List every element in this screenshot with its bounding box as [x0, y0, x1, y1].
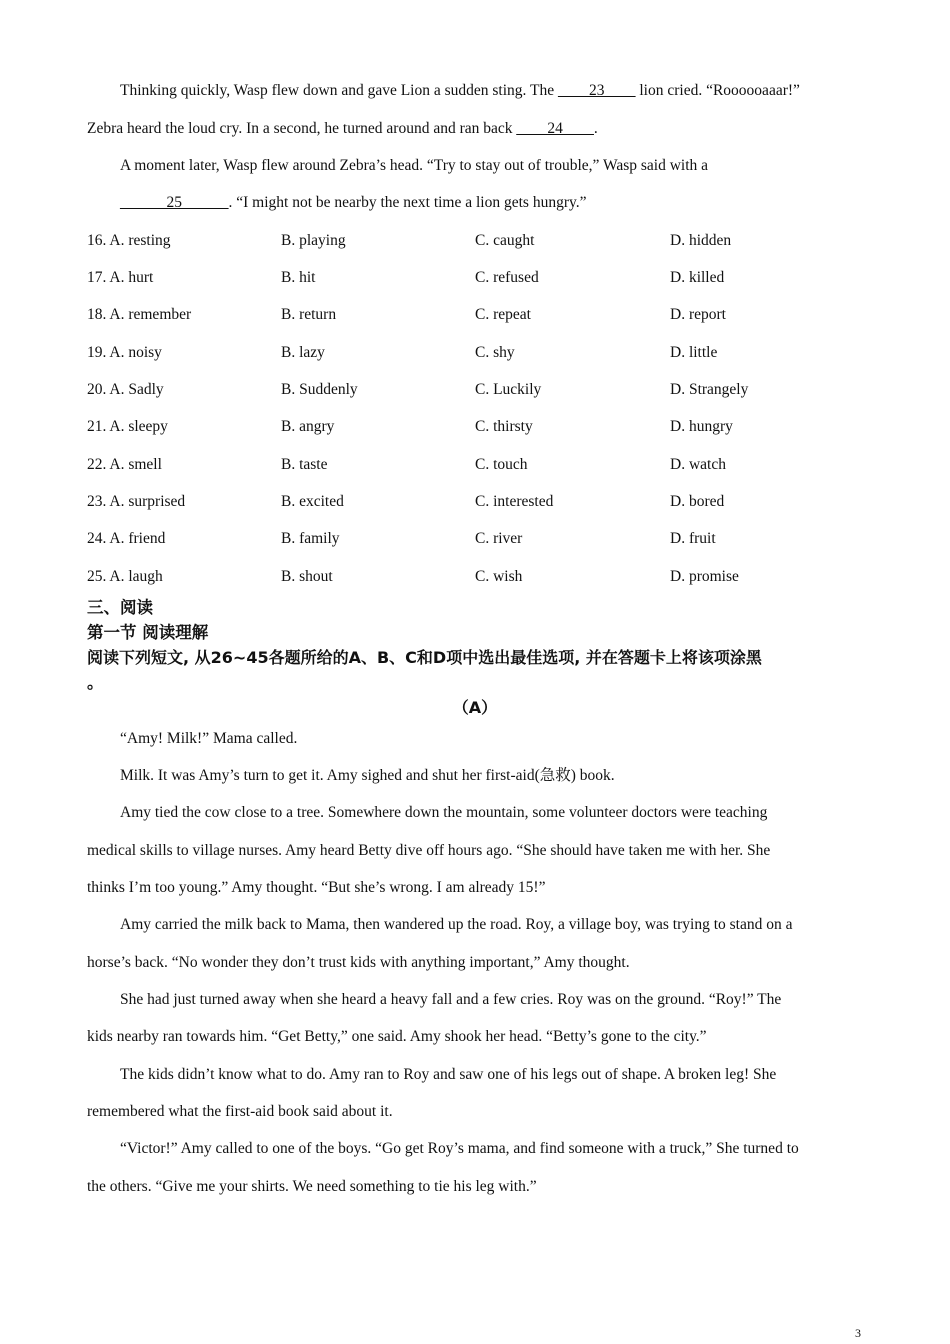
blank-25: ______25______ — [120, 194, 229, 211]
option-25-c: C. wish — [475, 568, 523, 585]
option-18-d: D. report — [670, 306, 726, 323]
option-19-a: 19. A. noisy — [87, 344, 162, 361]
option-17-a: 17. A. hurt — [87, 269, 154, 286]
option-23-c: C. interested — [475, 493, 554, 510]
option-23-a: 23. A. surprised — [87, 493, 186, 510]
option-19-b: B. lazy — [281, 344, 325, 361]
section-instruction-end: 。 — [87, 673, 104, 692]
passage-a-line: “Amy! Milk!” Mama called. — [120, 730, 298, 747]
passage-a-line: She had just turned away when she heard a heavy fall and a few cries. Roy was on the ground. “Roy!” The — [120, 991, 782, 1008]
passage-line — [87, 119, 598, 139]
text-segment: . — [593, 120, 598, 137]
text-segment: Zebra heard the loud cry. In a second, he turned around and ran back — [87, 120, 517, 137]
option-16-d: D. hidden — [670, 232, 732, 249]
option-25-a: 25. A. laugh — [87, 568, 163, 585]
option-24-a: 24. A. friend — [87, 530, 166, 547]
option-23-b: B. excited — [281, 493, 344, 510]
option-25-b: B. shout — [281, 568, 333, 585]
option-24-d: D. fruit — [670, 530, 716, 547]
option-21-d: D. hungry — [670, 418, 733, 435]
passage-a-line: “Victor!” Amy called to one of the boys. “Go get Roy’s mama, and find someone with a truck,” She turned to — [120, 1140, 799, 1157]
option-20-c: C. Luckily — [475, 381, 542, 398]
option-21-a: 21. A. sleepy — [87, 418, 168, 435]
section-title: 三、阅读 — [87, 598, 153, 617]
blank-23: ____23____ — [558, 82, 636, 99]
text-segment: . “I might not be nearby the next time a lion gets hungry.” — [228, 194, 587, 211]
option-19-d: D. little — [670, 344, 718, 361]
option-17-b: B. hit — [281, 269, 316, 286]
option-16-b: B. playing — [281, 232, 346, 249]
passage-a-line: the others. “Give me your shirts. We need something to tie his leg with.” — [87, 1178, 537, 1195]
passage-label: （A） — [452, 698, 498, 717]
page-number: 3 — [855, 1326, 861, 1340]
option-23-d: D. bored — [670, 493, 725, 510]
option-24-b: B. family — [281, 530, 340, 547]
passage-a-line: remembered what the first-aid book said about it. — [87, 1103, 393, 1120]
option-25-d: D. promise — [670, 568, 739, 585]
passage-line — [120, 193, 586, 213]
option-22-d: D. watch — [670, 456, 726, 473]
passage-a-line: kids nearby ran towards him. “Get Betty,” one said. Amy shook her head. “Betty’s gone to the city.” — [87, 1028, 707, 1045]
option-24-c: C. river — [475, 530, 523, 547]
option-20-b: B. Suddenly — [281, 381, 358, 398]
section-subtitle: 第一节 阅读理解 — [87, 623, 209, 642]
option-16-a: 16. A. resting — [87, 232, 171, 249]
passage-line: A moment later, Wasp flew around Zebra’s head. “Try to stay out of trouble,” Wasp said with a — [120, 157, 709, 174]
option-17-d: D. killed — [670, 269, 725, 286]
text-segment: Thinking quickly, Wasp flew down and gave Lion a sudden sting. The — [120, 82, 558, 99]
option-22-a: 22. A. smell — [87, 456, 162, 473]
option-17-c: C. refused — [475, 269, 539, 286]
passage-a-line: Milk. It was Amy’s turn to get it. Amy sighed and shut her first-aid(急救) book. — [120, 767, 615, 784]
passage-a-line: Amy carried the milk back to Mama, then wandered up the road. Roy, a village boy, was trying to stand on a — [120, 916, 793, 933]
option-16-c: C. caught — [475, 232, 535, 249]
option-21-b: B. angry — [281, 418, 335, 435]
passage-a-line: thinks I’m too young.” Amy thought. “But she’s wrong. I am already 15!” — [87, 879, 546, 896]
passage-a-line: medical skills to village nurses. Amy heard Betty dive off hours ago. “She should have taken me with her. She — [87, 842, 771, 859]
passage-a-line: Amy tied the cow close to a tree. Somewhere down the mountain, some volunteer doctors were teaching — [120, 804, 768, 821]
passage-a-line: The kids didn’t know what to do. Amy ran to Roy and saw one of his legs out of shape. A broken leg! She — [120, 1066, 777, 1083]
option-18-a: 18. A. remember — [87, 306, 192, 323]
option-19-c: C. shy — [475, 344, 515, 361]
blank-24: ____24____ — [516, 120, 594, 137]
option-20-a: 20. A. Sadly — [87, 381, 164, 398]
passage-line — [120, 81, 800, 101]
option-18-b: B. return — [281, 306, 337, 323]
option-21-c: C. thirsty — [475, 418, 533, 435]
option-22-b: B. taste — [281, 456, 328, 473]
passage-a-line: horse’s back. “No wonder they don’t trust kids with anything important,” Amy thought. — [87, 954, 630, 971]
text-segment: lion cried. “Roooooaaar!” — [635, 82, 800, 99]
option-18-c: C. repeat — [475, 306, 531, 323]
option-20-d: D. Strangely — [670, 381, 749, 398]
section-instruction: 阅读下列短文, 从26~45各题所给的A、B、C和D项中选出最佳选项, 并在答题卡上将该项涂黑 — [87, 648, 762, 667]
option-22-c: C. touch — [475, 456, 528, 473]
